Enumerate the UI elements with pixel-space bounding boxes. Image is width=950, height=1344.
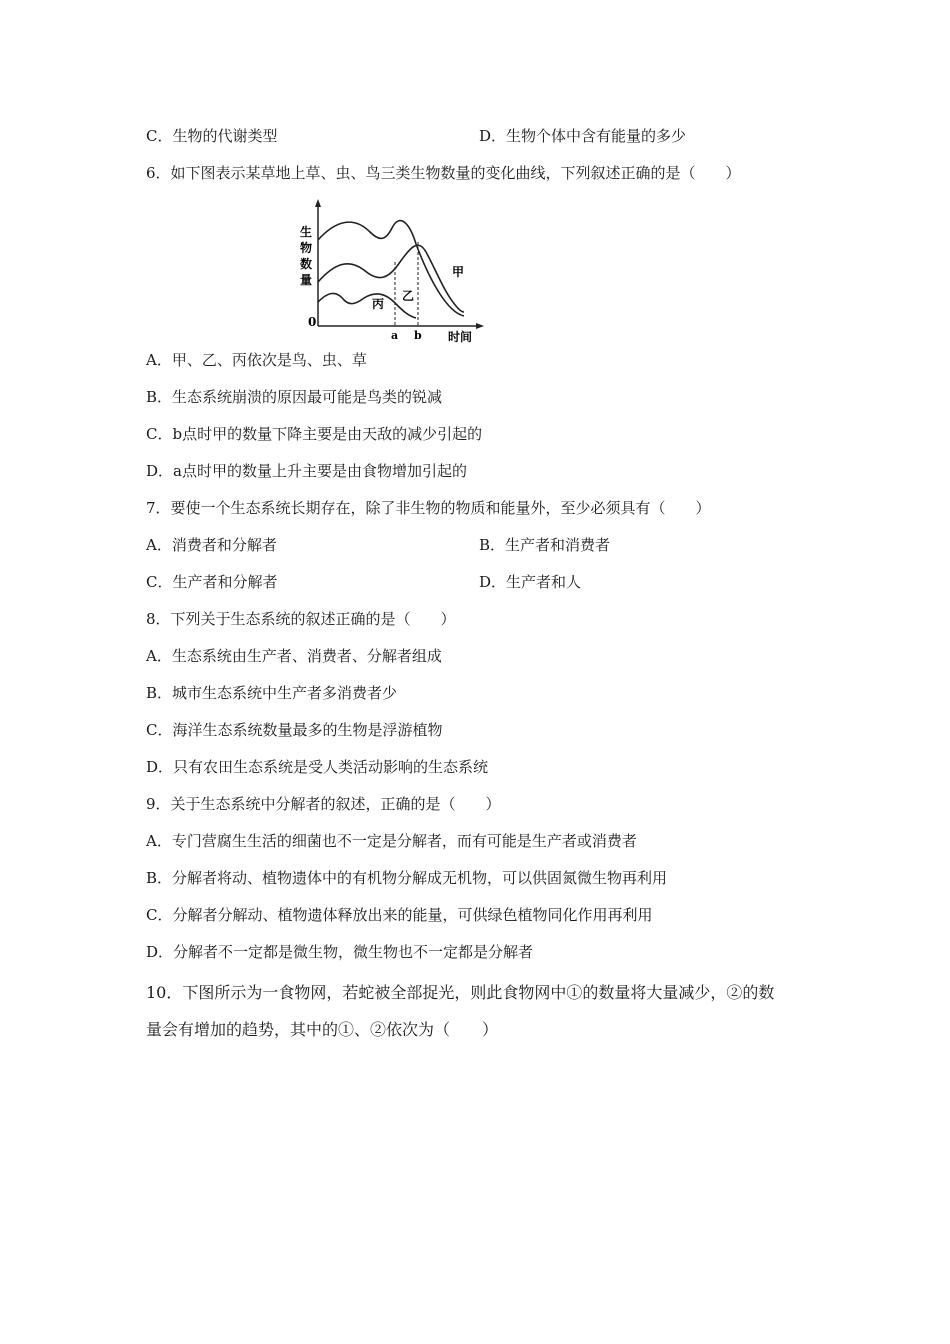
q8-option-a: A．生态系统由生产者、消费者、分解者组成 xyxy=(146,647,442,665)
q10-stem-line2: 量会有增加的趋势，其中的①、②依次为（ ） xyxy=(146,1020,499,1039)
q7-option-b: B．生产者和消费者 xyxy=(479,536,611,554)
label-jia: 甲 xyxy=(452,265,465,279)
tick-a: a xyxy=(391,329,399,342)
y-label-2: 物 xyxy=(300,241,313,255)
label-bing: 丙 xyxy=(372,297,385,311)
q6-option-c: C．b点时甲的数量下降主要是由天敌的减少引起的 xyxy=(146,425,483,443)
y-axis-arrow xyxy=(315,199,321,207)
y-label-1: 生 xyxy=(300,225,313,239)
q5-option-d: D．生物个体中含有能量的多少 xyxy=(479,127,687,145)
q8-option-b: B．城市生态系统中生产者多消费者少 xyxy=(146,684,398,702)
q7-stem: 7．要使一个生态系统长期存在，除了非生物的物质和能量外，至少必须具有（ ） xyxy=(146,499,711,517)
x-label: 时间 xyxy=(448,330,473,344)
label-yi: 乙 xyxy=(402,289,415,303)
q5-option-c: C．生物的代谢类型 xyxy=(146,127,278,145)
origin-label: 0 xyxy=(308,315,317,329)
q9-option-b: B．分解者将动、植物遗体中的有机物分解成无机物，可以供固氮微生物再利用 xyxy=(146,869,668,887)
q9-stem: 9．关于生态系统中分解者的叙述，正确的是（ ） xyxy=(146,795,501,813)
q6-option-d: D．a点时甲的数量上升主要是由食物增加引起的 xyxy=(146,462,467,480)
q8-stem: 8．下列关于生态系统的叙述正确的是（ ） xyxy=(146,610,456,628)
tick-b: b xyxy=(414,329,422,342)
population-curve-figure xyxy=(296,196,486,344)
q7-option-d: D．生产者和人 xyxy=(479,573,582,591)
q9-option-d: D．分解者不一定都是微生物，微生物也不一定都是分解者 xyxy=(146,943,534,961)
q10-stem-line1: 10．下图所示为一食物网，若蛇被全部捉光，则此食物网中①的数量将大量减少，②的数 xyxy=(146,983,775,1002)
q6-option-a: A．甲、乙、丙依次是鸟、虫、草 xyxy=(146,351,367,369)
population-curve-svg xyxy=(296,196,486,344)
curve-jia xyxy=(318,245,464,312)
curve-top xyxy=(318,221,464,316)
q7-option-c: C．生产者和分解者 xyxy=(146,573,278,591)
y-label-3: 数 xyxy=(300,257,313,271)
q7-option-a: A．消费者和分解者 xyxy=(146,536,277,554)
x-axis-arrow xyxy=(476,323,484,329)
q6-option-b: B．生态系统崩溃的原因最可能是鸟类的锐减 xyxy=(146,388,443,406)
q8-option-c: C．海洋生态系统数量最多的生物是浮游植物 xyxy=(146,721,443,739)
q9-option-a: A．专门营腐生生活的细菌也不一定是分解者，而有可能是生产者或消费者 xyxy=(146,832,637,850)
q6-stem: 6．如下图表示某草地上草、虫、鸟三类生物数量的变化曲线，下列叙述正确的是（ ） xyxy=(146,164,741,182)
q9-option-c: C．分解者分解动、植物遗体释放出来的能量，可供绿色植物同化作用再利用 xyxy=(146,906,653,924)
q8-option-d: D．只有农田生态系统是受人类活动影响的生态系统 xyxy=(146,758,489,776)
y-label-4: 量 xyxy=(300,273,313,287)
